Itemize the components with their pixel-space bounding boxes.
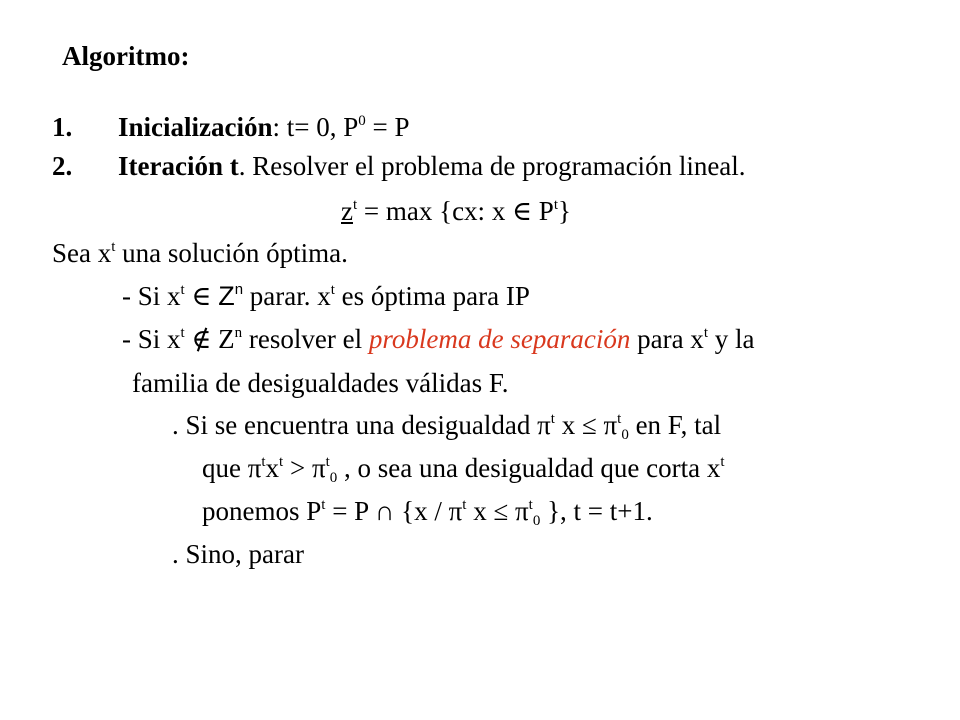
formula-mid: = max {cx: x ∈ P [357,196,554,226]
case-non-integer-continued: familia de desigualdades válidas F. [132,368,509,398]
formula-end: } [558,196,571,226]
case-2-c: resolver el [242,324,369,354]
step-1 [52,111,410,148]
sub-2-sup-3: t [325,454,330,470]
case-1-a: - Si x [122,281,181,311]
sub-1-sup-1: t [550,411,555,427]
step-1-sup: 0 [358,113,366,129]
sub-2-c: > π [283,453,326,483]
separation-problem-highlight: problema de separación [368,324,631,354]
case-2-sup-1: t [180,325,185,341]
sub-3-sup-1: t [321,497,326,513]
sub-1-sup-2: t [617,411,622,427]
case-2-sup-2: n [234,325,243,341]
sub-3-a: ponemos P [202,496,322,526]
sub-3-b: = P ∩ {x / π [325,496,463,526]
step-2-text: . Resolver el problema de programación lineal. [238,151,746,181]
sub-1-sub-2: 0 [621,427,629,443]
sub-3-sub-3: 0 [532,513,541,529]
formula-sup-2: t [553,197,558,213]
case-1-d: es óptima para IP [334,281,530,311]
sub-step-stop: . Sino, parar [172,539,304,569]
sub-step-found [172,409,721,446]
case-2-a: - Si x [122,324,181,354]
case-1-zn: Z [218,281,235,311]
sub-3-sup-2: t [462,497,467,513]
case-1-sup-2: t [330,282,335,298]
sub-2-sup-2: t [279,454,284,470]
sub-1-a: . Si se encuentra una desigualdad π [172,410,551,440]
sub-2-sub-3: 0 [329,470,338,486]
case-1-sup-1: t [180,282,185,298]
slide-title: Algoritmo: [62,41,190,71]
sea-sup: t [111,239,116,255]
sea-a: Sea x [52,238,112,268]
sea-b: una solución óptima. [115,238,348,268]
sub-1-c: en F, tal [628,410,722,440]
formula-z: z [341,196,353,226]
lp-formula [341,195,571,232]
sub-2-d: , o sea una desigualdad que corta x [337,453,721,483]
sub-3-d: }, t = t+1. [540,496,653,526]
sub-2-b: x [265,453,280,483]
case-non-integer [122,323,754,360]
sub-2-sup-4: t [720,454,725,470]
sub-1-b: x ≤ π [554,410,618,440]
step-2-number: 2. [52,151,73,181]
formula-sup-1: t [352,197,358,213]
sub-step-cut [202,452,725,489]
step-1-number: 1. [52,112,73,142]
case-integer [122,280,530,317]
sub-3-sup-3: t [528,497,533,513]
case-2-e: y la [707,324,755,354]
case-2-b: ∉ Z [184,324,235,354]
sub-2-a: que π [202,453,262,483]
step-2 [52,150,746,182]
optimal-solution-line [52,237,348,274]
case-1-b: ∈ [184,281,219,311]
case-2-d: para x [630,324,704,354]
sub-step-update [202,495,653,532]
step-1-text-b: = P [365,112,410,142]
case-1-c: parar. x [243,281,331,311]
case-1-zn-sup: n [234,281,244,298]
sub-3-c: x ≤ π [466,496,529,526]
step-1-text-a: : t= 0, P [272,112,359,142]
sub-2-sup-1: t [261,454,266,470]
step-1-heading: Inicialización [118,112,273,142]
case-2-sup-3: t [703,325,708,341]
step-2-heading: Iteración t [118,151,239,181]
